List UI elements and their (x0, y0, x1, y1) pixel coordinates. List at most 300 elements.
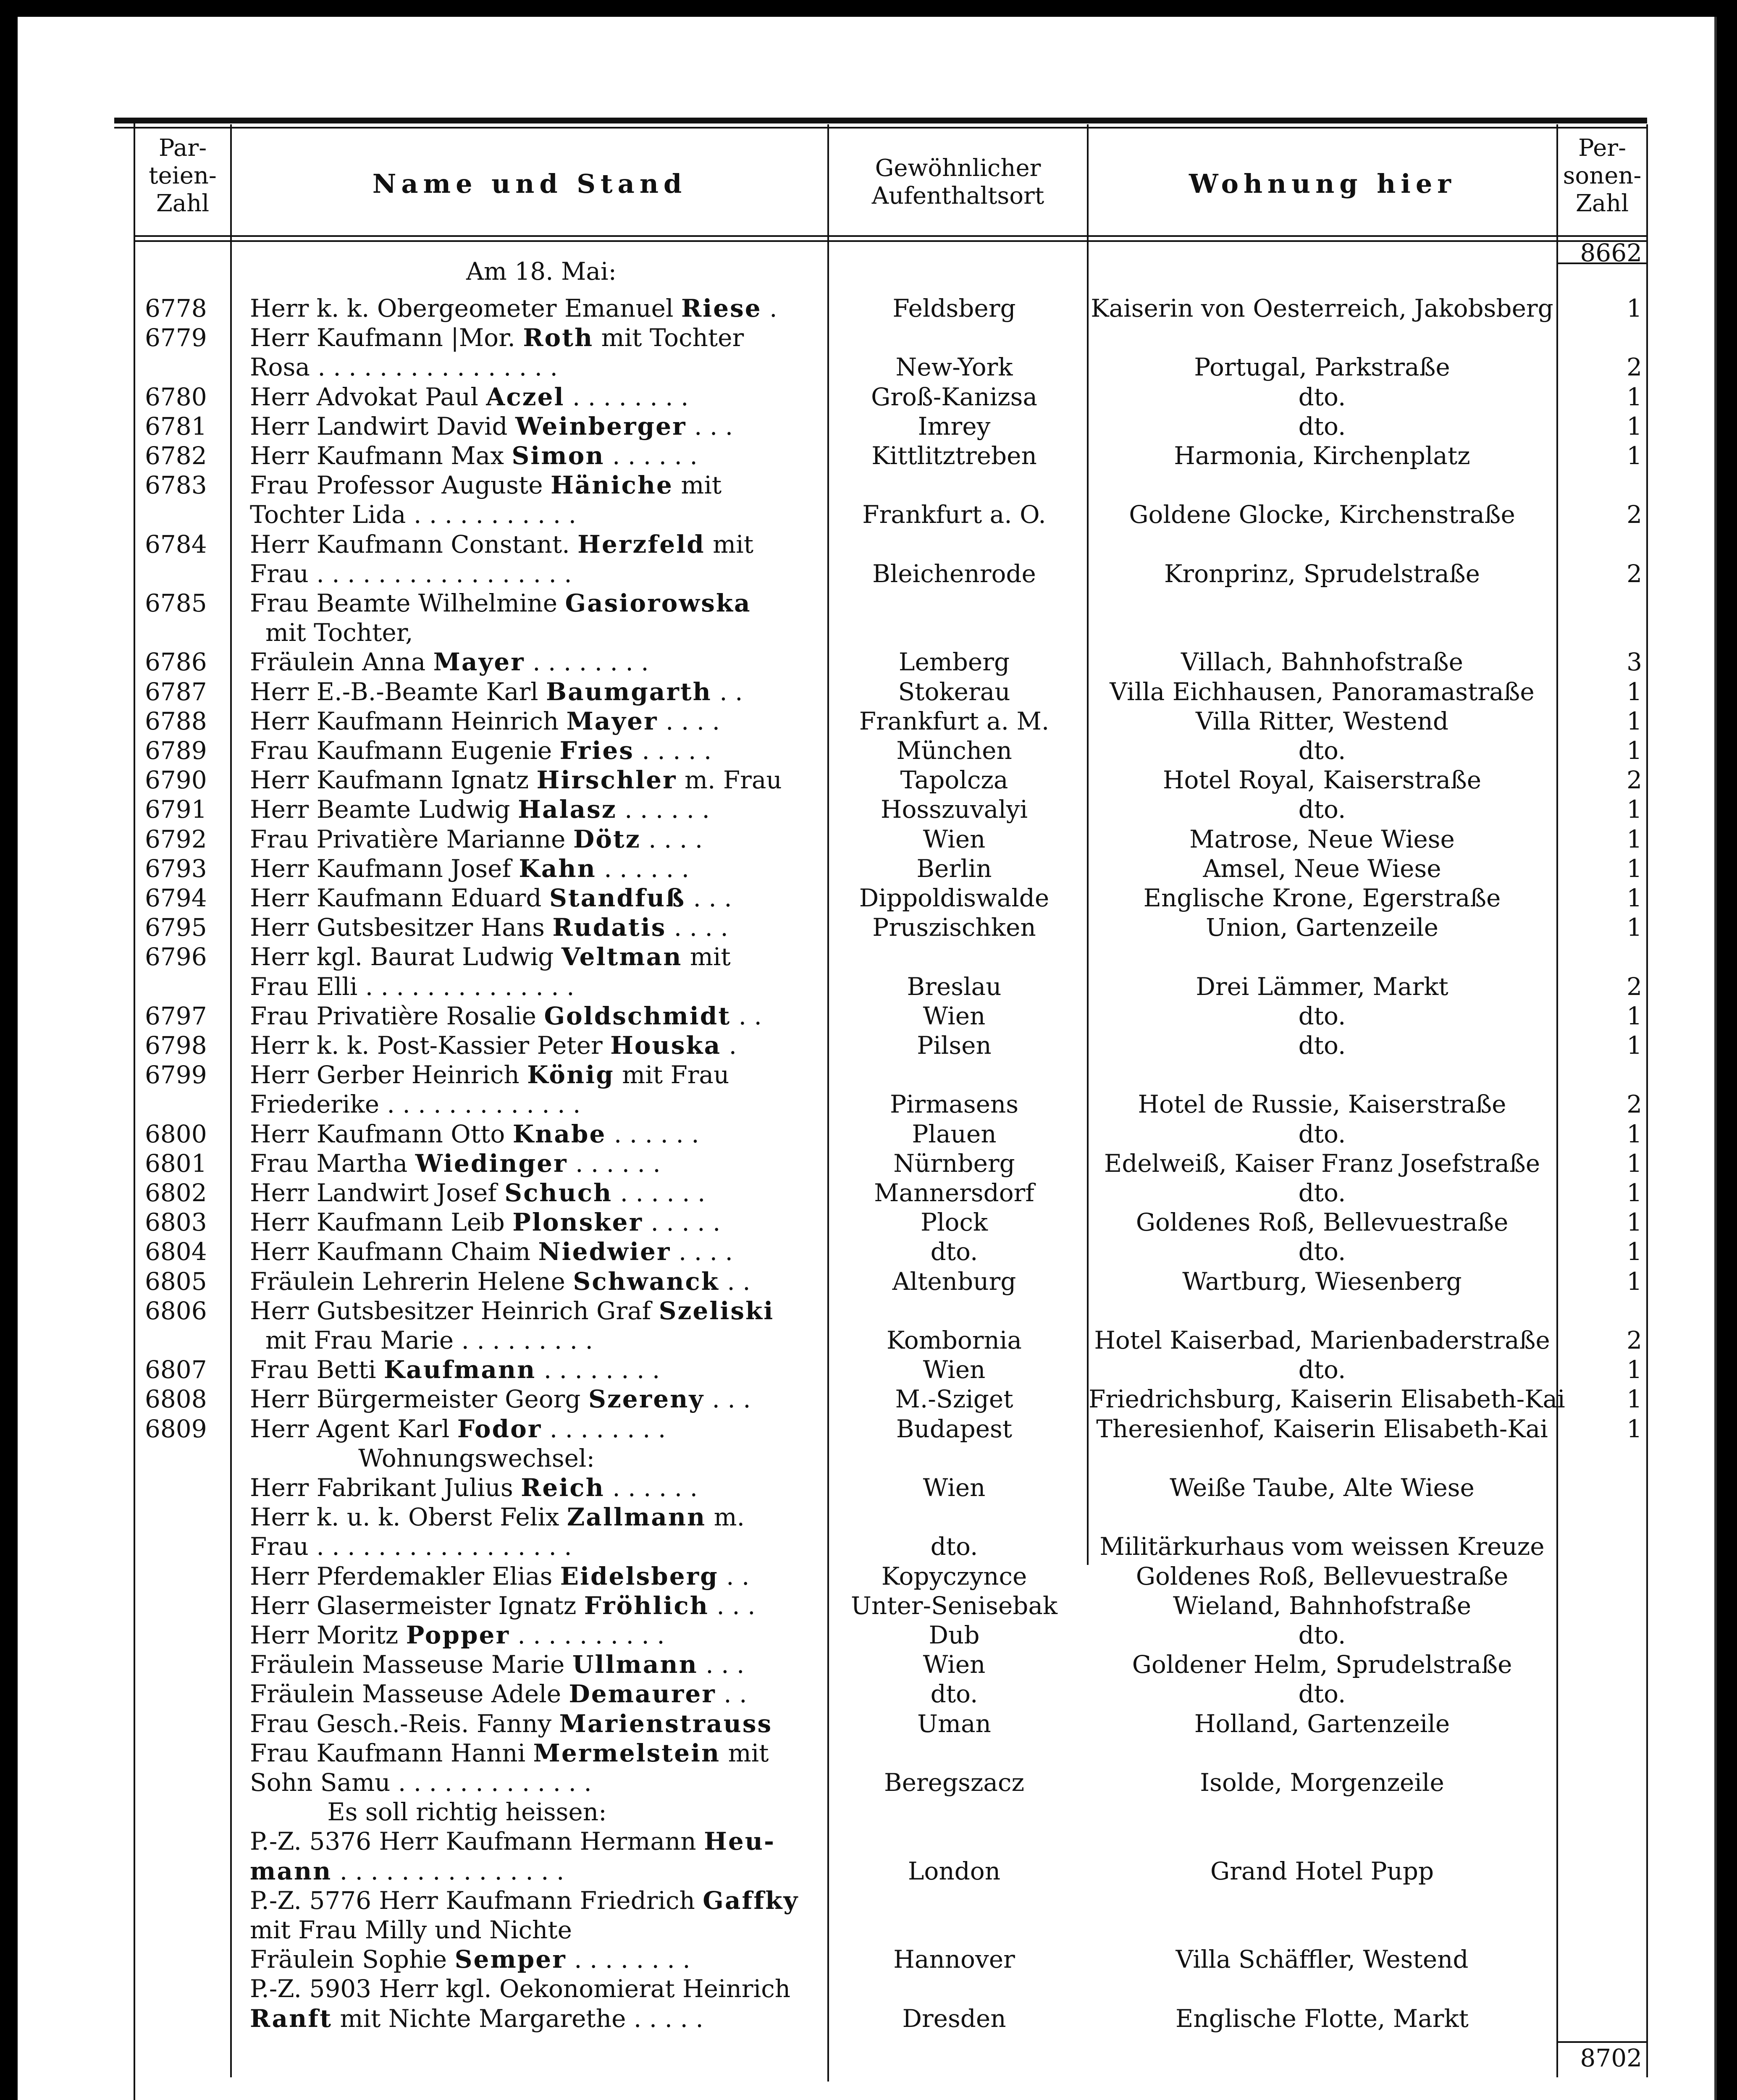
surname: Demaurer (569, 1680, 716, 1709)
name-suffix: . . . (708, 1591, 756, 1620)
surname: Houska (610, 1031, 722, 1060)
usual-residence: dto. (930, 1237, 978, 1266)
persons-count: 1 (1627, 1414, 1642, 1443)
name-and-status (250, 1355, 815, 1384)
lodging-here: Harmonia, Kirchenplatz (1174, 441, 1470, 470)
header-wohnung-hier: Wohnung hier (1189, 168, 1456, 199)
name-text: Herr Moritz (250, 1621, 406, 1649)
header-personen-zahl: Per- sonen- Zahl (1563, 134, 1642, 217)
party-number: 6779 (145, 323, 207, 352)
persons-count: 1 (1627, 884, 1642, 912)
persons-count: 1 (1627, 706, 1642, 735)
name-and-status (250, 441, 815, 470)
name-suffix: . . (731, 1001, 762, 1030)
name-suffix: mit (673, 471, 722, 500)
party-number: 6798 (145, 1031, 207, 1060)
lodging-here: Hotel Kaiserbad, Marienbaderstraße (1094, 1326, 1550, 1354)
name-and-status (250, 1208, 815, 1236)
name-suffix: . . (719, 1267, 750, 1296)
persons-count: 2 (1627, 559, 1642, 588)
name-text: Frau Betti (250, 1355, 384, 1384)
persons-count: 1 (1627, 824, 1642, 853)
name-suffix: . . . . . (634, 736, 712, 765)
name-text: Wohnungswechsel: (250, 1444, 595, 1473)
surname: mann (250, 1856, 332, 1885)
name-suffix: . . . . . . (612, 1179, 706, 1207)
name-text: Frau Kaufmann Eugenie (250, 736, 560, 765)
name-text: Herr k. k. Post-Kassier Peter (250, 1031, 611, 1060)
surname: Herzfeld (577, 530, 705, 559)
persons-count: 1 (1627, 382, 1642, 411)
name-text: Herr Landwirt David (250, 412, 515, 441)
name-and-status (250, 1060, 815, 1089)
surname: König (527, 1060, 614, 1089)
name-and-status (250, 383, 815, 411)
final-total-top-rule (1556, 2041, 1648, 2043)
name-suffix: . . . . (671, 1237, 733, 1266)
name-text: Fräulein Masseuse Adele (250, 1680, 569, 1709)
name-suffix: . . . . . . . . . . . . . . . (332, 1856, 564, 1885)
party-number: 6797 (145, 1001, 207, 1030)
name-and-status (250, 471, 815, 499)
name-and-status (250, 1002, 815, 1030)
table-row (0, 1149, 1737, 1178)
name-suffix: m. (706, 1503, 745, 1532)
surname: Popper (406, 1621, 510, 1649)
table-row (0, 1650, 1737, 1679)
persons-count: 1 (1627, 854, 1642, 883)
name-and-status (250, 1974, 815, 2003)
name-text: Herr k. u. k. Oberst Felix (250, 1503, 567, 1532)
lodging-here: dto. (1298, 1031, 1346, 1060)
usual-residence: Plock (920, 1208, 988, 1237)
name-suffix: . (721, 1031, 737, 1060)
persons-count: 2 (1627, 500, 1642, 529)
surname: Schuch (504, 1179, 613, 1207)
name-and-status (250, 1886, 815, 1915)
name-text: Sohn Samu (250, 1768, 391, 1797)
name-text: Herr Glasermeister Ignatz (250, 1591, 584, 1620)
name-suffix: . . . . (658, 706, 720, 735)
surname: Ullmann (572, 1650, 698, 1679)
table-row (0, 884, 1737, 912)
persons-count: 1 (1627, 441, 1642, 470)
usual-residence: Lemberg (898, 648, 1010, 677)
persons-count: 2 (1627, 1326, 1642, 1354)
name-and-status (250, 618, 815, 647)
usual-residence: Frankfurt a. O. (862, 500, 1046, 529)
persons-count: 1 (1627, 1149, 1642, 1178)
name-suffix: mit Tochter (593, 323, 744, 352)
name-text: Frau Elli (250, 972, 358, 1001)
top-rule-thin (114, 127, 1647, 129)
lodging-here: Villa Schäffler, Westend (1175, 1945, 1469, 1974)
surname: Kaufmann (383, 1355, 536, 1384)
persons-count: 1 (1627, 412, 1642, 441)
name-text: Herr Kaufmann |Mor. (250, 323, 523, 352)
party-number: 6784 (145, 530, 207, 559)
table-row (0, 1503, 1737, 1531)
party-number: 6780 (145, 382, 207, 411)
surname: Mermelstein (533, 1738, 721, 1767)
name-and-status (250, 2004, 815, 2033)
name-text: mit Frau Marie (250, 1326, 454, 1354)
name-and-status (250, 1532, 815, 1561)
persons-count: 1 (1627, 294, 1642, 323)
name-and-status (250, 1267, 815, 1296)
table-row (0, 441, 1737, 470)
surname: Baumgarth (546, 677, 712, 706)
table-row (0, 1680, 1737, 1708)
name-suffix: . . . . . . . . (536, 1355, 660, 1384)
usual-residence: Hosszuvalyi (880, 795, 1028, 824)
persons-count: 2 (1627, 972, 1642, 1001)
surname: Gaffky (703, 1886, 799, 1915)
name-suffix: . (761, 294, 777, 323)
persons-count: 1 (1627, 1208, 1642, 1237)
name-suffix: . . . . . . . . . . . . . . . . . (308, 559, 572, 588)
name-and-status (250, 854, 815, 883)
party-number: 6787 (145, 677, 207, 706)
usual-residence: Hannover (893, 1945, 1015, 1974)
name-and-status (250, 530, 815, 559)
table-row (0, 1208, 1737, 1236)
name-suffix: . . . (686, 412, 733, 441)
table-row (0, 1974, 1737, 2003)
name-and-status (250, 1562, 815, 1591)
persons-count: 1 (1627, 1001, 1642, 1030)
lodging-here: Drei Lämmer, Markt (1196, 972, 1448, 1001)
table-row (0, 1532, 1737, 1561)
name-text: P.-Z. 5776 Herr Kaufmann Friedrich (250, 1886, 703, 1915)
name-and-status (250, 1709, 815, 1738)
usual-residence: Pirmasens (889, 1090, 1019, 1119)
lodging-here: Hotel de Russie, Kaiserstraße (1138, 1090, 1506, 1119)
name-text: Herr Beamte Ludwig (250, 795, 518, 824)
table-row (0, 1031, 1737, 1060)
header-bottom-rule-2 (134, 240, 1648, 242)
surname: Knabe (512, 1119, 606, 1148)
name-text: Rosa (250, 353, 310, 382)
table-row (0, 1355, 1737, 1384)
party-number: 6796 (145, 942, 207, 971)
name-suffix: mit (720, 1738, 769, 1767)
name-and-status (250, 677, 815, 706)
surname: Fröhlich (584, 1591, 709, 1620)
surname: Kahn (519, 854, 596, 883)
persons-count: 2 (1627, 353, 1642, 382)
name-text: Herr Gutsbesitzer Hans (250, 913, 553, 942)
lodging-here: Union, Gartenzeile (1206, 913, 1438, 942)
name-suffix: . . . (698, 1650, 745, 1679)
name-suffix: m. Frau (677, 766, 782, 795)
name-text: Herr Kaufmann Otto (250, 1119, 513, 1148)
usual-residence: M.-Sziget (895, 1385, 1013, 1414)
table-row (0, 1120, 1737, 1148)
name-and-status (250, 1916, 815, 1944)
table-row (0, 1768, 1737, 1797)
name-text: Herr Pferdemakler Elias (250, 1562, 560, 1591)
usual-residence: Stokerau (898, 677, 1010, 706)
name-text: Herr Kaufmann Heinrich (250, 706, 567, 735)
surname: Mayer (566, 706, 658, 735)
table-row (0, 854, 1737, 883)
party-number: 6802 (145, 1179, 207, 1207)
usual-residence: Pilsen (917, 1031, 992, 1060)
party-number: 6788 (145, 706, 207, 735)
name-text: Herr k. k. Obergeometer Emanuel (250, 294, 681, 323)
usual-residence: dto. (930, 1680, 978, 1709)
surname: Weinberger (515, 412, 687, 441)
surname: Mayer (433, 648, 525, 677)
lodging-here: Villa Eichhausen, Panoramastraße (1110, 677, 1535, 706)
persons-count: 1 (1627, 795, 1642, 824)
name-suffix: . . . . . . . . . . . . . (379, 1090, 581, 1119)
name-text: Herr Agent Karl (250, 1414, 457, 1443)
name-suffix: . . . . . . . . . . . . . . . . . (308, 1532, 572, 1561)
surname: Aczel (486, 382, 565, 411)
name-suffix: . . . . . . . . (566, 1945, 690, 1974)
persons-count: 1 (1627, 1237, 1642, 1266)
name-and-status (250, 1591, 815, 1620)
name-text: Herr Kaufmann Josef (250, 854, 519, 883)
name-suffix: . . . . (666, 913, 728, 942)
party-number: 6790 (145, 766, 207, 795)
table-row (0, 1591, 1737, 1620)
surname: Häniche (550, 471, 673, 500)
name-and-status (250, 913, 815, 942)
table-row (0, 2004, 1737, 2033)
lodging-here: Portugal, Parkstraße (1194, 353, 1450, 382)
carry-total: 8662 (1580, 239, 1642, 267)
party-number: 6803 (145, 1208, 207, 1237)
persons-count: 1 (1627, 677, 1642, 706)
lodging-here: dto. (1298, 412, 1346, 441)
lodging-here: Matrose, Neue Wiese (1189, 824, 1455, 853)
table-row (0, 677, 1737, 706)
persons-count: 1 (1627, 1179, 1642, 1207)
name-text: Frau Privatière Marianne (250, 824, 573, 853)
lodging-here: dto. (1298, 736, 1346, 765)
table-row (0, 1562, 1737, 1591)
name-suffix: . . . . . . (606, 1119, 699, 1148)
surname: Ranft (250, 2004, 333, 2033)
name-and-status (250, 1326, 815, 1354)
table-row (0, 1090, 1737, 1118)
table-row (0, 294, 1737, 323)
table-row (0, 1267, 1737, 1296)
persons-count: 1 (1627, 1267, 1642, 1296)
name-text: Tochter Lida (250, 500, 406, 529)
name-text: mit Tochter, (250, 618, 413, 647)
name-and-status (250, 884, 815, 912)
surname: Schwanck (573, 1267, 719, 1296)
party-number: 6795 (145, 913, 207, 942)
surname: Goldschmidt (544, 1001, 731, 1030)
name-suffix: . . . . . (643, 1208, 721, 1237)
usual-residence: Frankfurt a. M. (859, 706, 1050, 735)
lodging-here: Goldenes Roß, Bellevuestraße (1136, 1208, 1509, 1237)
lodging-here: Kronprinz, Sprudelstraße (1164, 559, 1480, 588)
persons-count: 1 (1627, 1385, 1642, 1414)
surname: Halasz (518, 795, 617, 824)
table-row (0, 1739, 1737, 1767)
lodging-here: Goldene Glocke, Kirchenstraße (1129, 500, 1515, 529)
usual-residence: Wien (923, 1355, 986, 1384)
table-row (0, 942, 1737, 971)
usual-residence: Dresden (902, 2004, 1006, 2033)
lodging-here: Wartburg, Wiesenberg (1182, 1267, 1462, 1296)
table-row (0, 1385, 1737, 1413)
usual-residence: Dub (929, 1621, 980, 1649)
table-row (0, 736, 1737, 765)
table-row (0, 618, 1737, 647)
party-number: 6778 (145, 294, 207, 323)
lodging-here: dto. (1298, 1355, 1346, 1384)
persons-count: 1 (1627, 1119, 1642, 1148)
party-number: 6791 (145, 795, 207, 824)
lodging-here: dto. (1298, 1001, 1346, 1030)
surname: Semper (454, 1945, 567, 1974)
table-row (0, 707, 1737, 735)
surname: Eidelsberg (560, 1562, 719, 1591)
lodging-here: Theresienhof, Kaiserin Elisabeth-Kai (1096, 1414, 1548, 1443)
name-and-status (250, 1503, 815, 1531)
surname: Standfuß (549, 884, 686, 912)
table-row (0, 1798, 1737, 1826)
usual-residence: Wien (923, 1473, 986, 1502)
name-suffix: . . . . . . . . (542, 1414, 666, 1443)
name-and-status (250, 1297, 815, 1325)
name-and-status (250, 648, 815, 676)
name-and-status (250, 1385, 815, 1413)
usual-residence: New-York (895, 353, 1013, 382)
usual-residence: Breslau (907, 972, 1002, 1001)
name-and-status (250, 1415, 815, 1443)
table-row (0, 1179, 1737, 1207)
surname: Zallmann (567, 1503, 706, 1532)
usual-residence: Altenburg (892, 1267, 1016, 1296)
surname: Riese (681, 294, 762, 323)
persons-count: 2 (1627, 766, 1642, 795)
usual-residence: Kopyczynce (881, 1562, 1027, 1591)
name-suffix: . . . (704, 1385, 751, 1414)
table-row (0, 1237, 1737, 1266)
name-suffix: . . (718, 1562, 750, 1591)
table-row (0, 412, 1737, 441)
lodging-here: Englische Flotte, Markt (1175, 2004, 1469, 2033)
name-and-status (250, 1444, 815, 1473)
table-row (0, 825, 1737, 853)
name-suffix: . . . . . . . . (525, 648, 649, 677)
lodging-here: Villa Ritter, Westend (1195, 706, 1448, 735)
header-parteien-zahl: Par- teien- Zahl (149, 134, 217, 217)
name-suffix: . . . . . . (617, 795, 710, 824)
name-suffix: . . . . . . (567, 1149, 661, 1178)
usual-residence: Bleichenrode (872, 559, 1036, 588)
name-and-status (250, 1179, 815, 1207)
party-number: 6785 (145, 589, 207, 617)
name-and-status (250, 1798, 815, 1826)
table-row (0, 353, 1737, 381)
table-row (0, 500, 1737, 529)
top-rule (114, 118, 1647, 123)
surname: Simon (512, 441, 605, 470)
name-text: Herr Landwirt Josef (250, 1179, 505, 1207)
persons-count: 3 (1627, 648, 1642, 677)
name-text: P.-Z. 5903 Herr kgl. Oekonomierat Heinrich (250, 1974, 791, 2003)
name-suffix: mit (682, 942, 731, 971)
name-and-status (250, 323, 815, 352)
name-and-status (250, 825, 815, 853)
name-and-status (250, 353, 815, 381)
usual-residence: Dippoldiswalde (859, 884, 1050, 912)
name-text: Frau Martha (250, 1149, 415, 1178)
name-suffix: . . . . . . . . . . (510, 1621, 665, 1649)
lodging-here: Amsel, Neue Wiese (1203, 854, 1441, 883)
name-suffix: . . . . . . (596, 854, 690, 883)
table-row (0, 1473, 1737, 1502)
lodging-here: dto. (1298, 1680, 1346, 1709)
name-text: Fräulein Masseuse Marie (250, 1650, 572, 1679)
table-row (0, 559, 1737, 588)
name-suffix: . . . (685, 884, 732, 912)
header-aufenthaltsort: Gewöhnlicher Aufenthaltsort (871, 155, 1044, 210)
lodging-here: Kaiserin von Oesterreich, Jakobsberg (1091, 294, 1553, 323)
table-row (0, 1444, 1737, 1473)
party-number: 6789 (145, 736, 207, 765)
usual-residence: London (908, 1856, 1001, 1885)
persons-count: 1 (1627, 1031, 1642, 1060)
name-text: Frau Professor Auguste (250, 471, 551, 500)
name-suffix: . . (711, 677, 743, 706)
name-text: Es soll richtig heissen: (250, 1798, 607, 1827)
name-and-status (250, 1473, 815, 1502)
usual-residence: Uman (917, 1709, 991, 1738)
lodging-here: dto. (1298, 795, 1346, 824)
usual-residence: Feldsberg (892, 294, 1016, 323)
date-heading: Am 18. Mai: (466, 257, 617, 286)
party-number: 6792 (145, 824, 207, 853)
party-number: 6801 (145, 1149, 207, 1178)
name-text: Frau (250, 559, 309, 588)
name-text: Herr Kaufmann Max (250, 441, 512, 470)
name-text: Herr E.-B.-Beamte Karl (250, 677, 546, 706)
name-text: Frau Gesch.-Reis. Fanny (250, 1709, 559, 1738)
name-suffix: mit (705, 530, 754, 559)
lodging-here: Goldener Helm, Sprudelstraße (1132, 1650, 1512, 1679)
surname: Szereny (588, 1385, 705, 1414)
name-text: Herr Bürgermeister Georg (250, 1385, 588, 1414)
table-row (0, 471, 1737, 499)
name-and-status (250, 559, 815, 588)
persons-count: 1 (1627, 736, 1642, 765)
usual-residence: München (896, 736, 1012, 765)
party-number: 6799 (145, 1060, 207, 1089)
table-row (0, 795, 1737, 824)
table-row (0, 383, 1737, 411)
usual-residence: Tapolcza (900, 766, 1008, 795)
name-and-status (250, 766, 815, 794)
usual-residence: dto. (930, 1532, 978, 1561)
party-number: 6808 (145, 1385, 207, 1414)
surname: Niedwier (538, 1237, 671, 1266)
surname: Veltman (561, 942, 682, 971)
surname: Roth (523, 323, 594, 352)
surname: Dötz (573, 824, 641, 853)
persons-count: 2 (1627, 1090, 1642, 1119)
table-row (0, 1857, 1737, 1885)
